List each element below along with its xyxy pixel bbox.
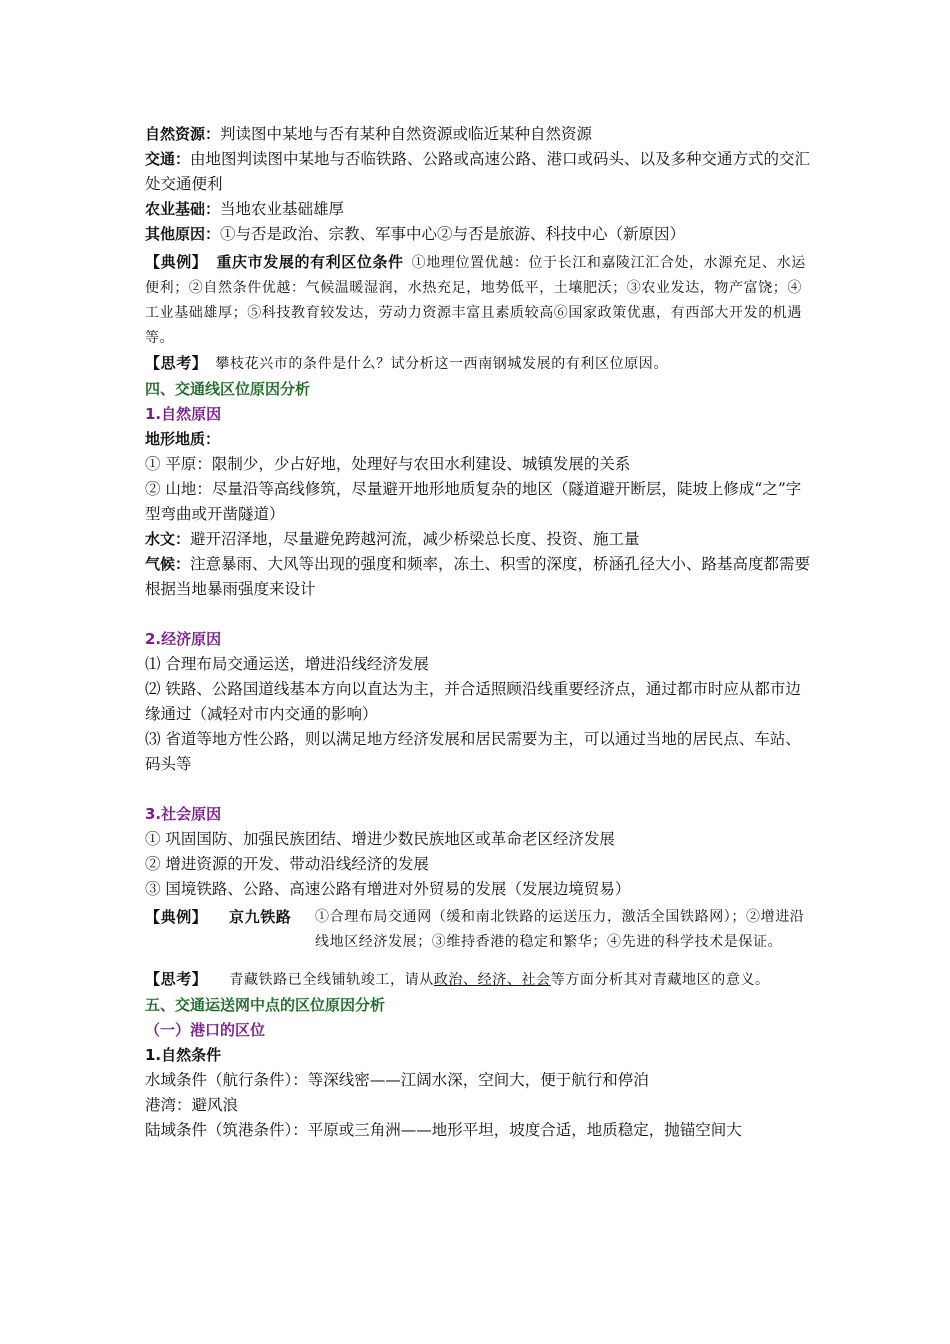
example-jingjiu — [145, 905, 813, 955]
other-reasons-line — [145, 222, 813, 247]
transport-label: 交通： — [145, 150, 191, 168]
think2-sep1: 、 — [463, 972, 478, 988]
agriculture-text: 当地农业基础雄厚 — [220, 200, 345, 218]
social-item-2: ② 增进资源的开发、带动沿线经济的发展 — [145, 855, 429, 873]
section4-social-title: 3.社会原因 — [145, 805, 222, 823]
think2-politics: 政治 — [433, 972, 464, 988]
land-condition: 陆域条件（筑港条件）：平原或三角洲——地形平坦，坡度合适，地质稳定，抛锚空间大 — [145, 1121, 742, 1139]
think2-sep2: 、 — [506, 972, 522, 988]
social-item-1: ① 巩固国防、加强民族团结、增进少数民族地区或革命老区经济发展 — [145, 830, 615, 848]
section5-natural-title: 1.自然条件 — [145, 1046, 222, 1064]
social-item-3: ③ 国境铁路、公路、高速公路有增进对外贸易的发展（发展边境贸易） — [145, 880, 631, 898]
example2-label: 【典例】 — [145, 908, 208, 926]
hydrology-line — [145, 527, 813, 552]
document-page — [145, 122, 813, 1143]
section5-title: 五、交通运送网中点的区位原因分析 — [145, 996, 386, 1014]
think-panzhihua — [145, 351, 813, 377]
climate-label: 气候： — [145, 555, 191, 573]
section5-port-title: （一）港口的区位 — [145, 1021, 266, 1039]
think-label: 【思考】 — [145, 354, 208, 372]
other-reasons-label: 其他原因： — [145, 225, 221, 243]
transport-text: 由地图判读图中某地与否临铁路、公路或高速公路、港口或码头、以及多种交通方式的交汇处交通便利 — [145, 150, 811, 193]
economic-item-1: ⑴ 合理布局交通运送，增进沿线经济发展 — [145, 655, 429, 673]
natural-resources-label: 自然资源： — [145, 125, 221, 143]
example-label: 【典例】 — [145, 253, 208, 271]
example-chongqing — [145, 250, 811, 351]
hydrology-label: 水文： — [145, 530, 191, 548]
other-reasons-text: ①与否是政治、宗教、军事中心②与否是旅游、科技中心（新原因） — [220, 225, 686, 243]
economic-item-2: ⑵ 铁路、公路国道线基本方向以直达为主，并合适照顾沿线重要经济点，通过都市时应从都市边缘通过（减轻对市内交通的影响） — [145, 680, 801, 723]
think2-society: 社会 — [521, 972, 551, 988]
example2-text: ①合理布局交通网（缓和南北铁路的运送压力，激活全国铁路网）；②增进沿线地区经济发展；③维持香港的稳定和繁华；④先进的科学技术是保证。 — [315, 909, 805, 950]
water-condition: 水域条件（航行条件）：等深线密——江阔水深，空间大，便于航行和停泊 — [145, 1071, 649, 1089]
think2-pre: 青藏铁路已全线铺轨竣工，请从 — [229, 972, 434, 988]
section4-natural-title: 1.自然原因 — [145, 405, 222, 423]
think2-post: 等方面分析其对青藏地区的意义。 — [550, 972, 770, 988]
hydrology-text: 避开沼泽地，尽量避免跨越河流，减少桥梁总长度、投资、施工量 — [190, 530, 640, 548]
agriculture-line — [145, 197, 813, 222]
bay-condition: 港湾：避风浪 — [145, 1096, 239, 1114]
section4-title: 四、交通线区位原因分析 — [145, 380, 311, 398]
climate-line — [145, 552, 811, 602]
natural-resources-text: 判读图中某地与否有某种自然资源或临近某种自然资源 — [220, 125, 593, 143]
economic-item-3: ⑶ 省道等地方性公路，则以满足地方经济发展和居民需要为主，可以通过当地的居民点、车站、码头等 — [145, 730, 801, 773]
natural-resources-line — [145, 122, 813, 147]
terrain-label: 地形地质： — [145, 430, 221, 448]
think-qingzang — [145, 967, 811, 993]
think-text: 攀枝花兴市的条件是什么？试分析这一西南钢城发展的有利区位原因。 — [215, 356, 669, 372]
think2-economy: 经济 — [477, 972, 507, 988]
plain-item: ① 平原：限制少，少占好地，处理好与农田水利建设、城镇发展的关系 — [145, 455, 631, 473]
transport-line — [145, 147, 811, 197]
example2-topic: 京九铁路 — [229, 908, 292, 926]
climate-text: 注意暴雨、大风等出现的强度和频率，冻土、积雪的深度，桥涵孔径大小、路基高度都需要根据当地暴雨强度来设计 — [145, 555, 811, 598]
agriculture-label: 农业基础： — [145, 200, 221, 218]
example-topic: 重庆市发展的有利区位条件 — [216, 253, 404, 271]
section4-economic-title: 2.经济原因 — [145, 630, 222, 648]
example-text: ①地理位置优越：位于长江和嘉陵江汇合处，水源充足、水运便利；②自然条件优越：气候温暖湿润，水热充足，地势低平，土壤肥沃；③农业发达，物产富饶；④工业基础雄厚；⑤科技教育较发达，劳动力资源丰富且素质较高⑥国家政策优惠，有西部大开发的机遇等。 — [145, 255, 806, 346]
think2-label: 【思考】 — [145, 970, 208, 988]
mountain-item: ② 山地：尽量沿等高线修筑，尽量避开地形地质复杂的地区（隧道避开断层，陡坡上修成“之”字型弯曲或开凿隧道） — [145, 480, 802, 523]
